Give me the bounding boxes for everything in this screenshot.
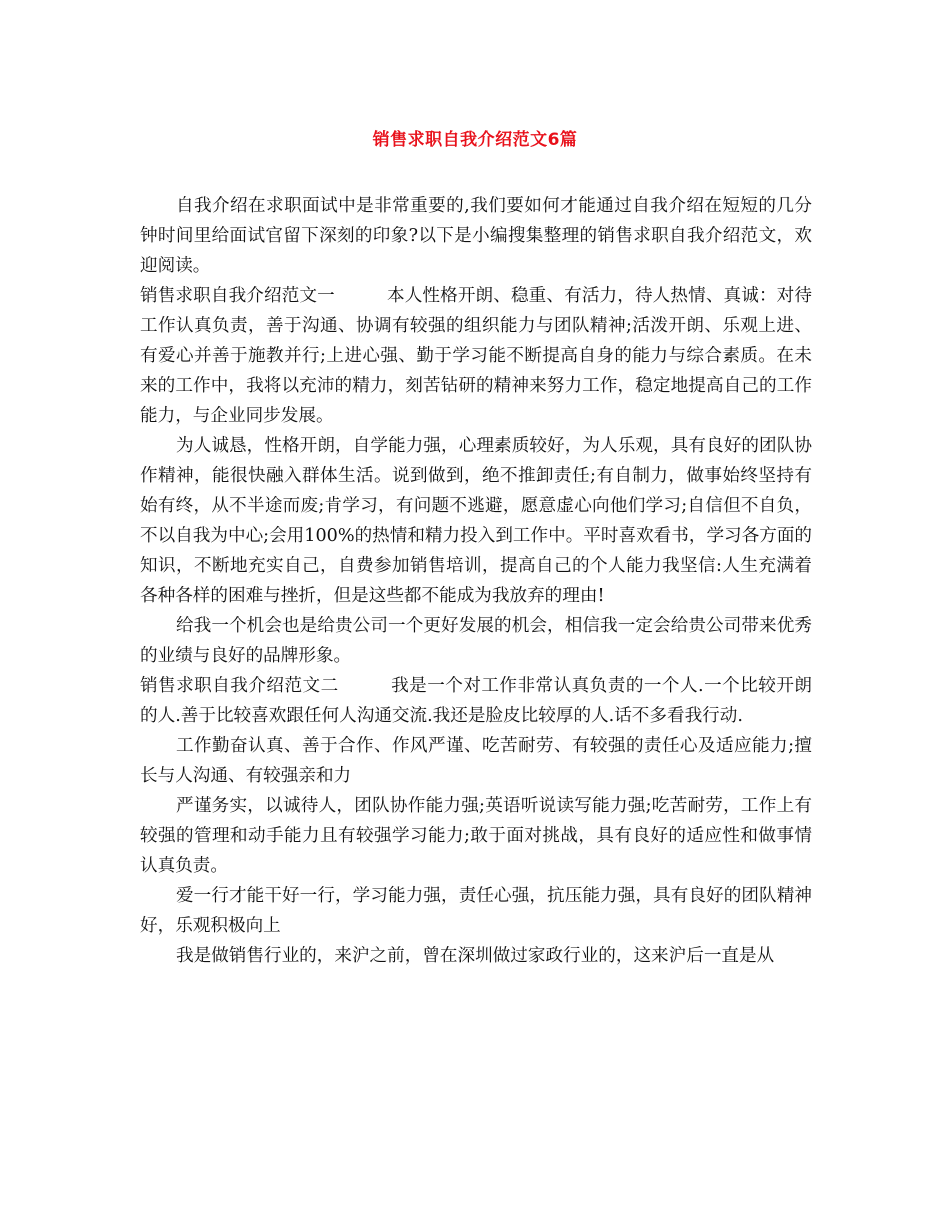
section-heading-sample-one: 销售求职自我介绍范文一 <box>140 286 335 306</box>
paragraph-rigorous <box>140 791 812 881</box>
paragraph-text: 本人性格开朗、稳重、有活力，待人热情、真诚：对待工作认真负责，善于沟通、协调有较强的组织能力与团队精神;活泼开朗、乐观上进、有爱心并善于施教并行;上进心强、勤于学习能不断提高自身的能力与综合素质。在未来的工作中，我将以充沛的精力，刻苦钻研的精神来努力工作，稳定地提高自己的工作能力，与企业同步发展。 <box>140 286 812 426</box>
paragraph-opportunity <box>140 611 812 671</box>
paragraph-text: 为人诚恳，性格开朗，自学能力强，心理素质较好，为人乐观，具有良好的团队协作精神，能很快融入群体生活。说到做到，绝不推卸责任;有自制力，做事始终坚持有始有终，从不半途而废;肯学习，有问题不逃避，愿意虚心向他们学习;自信但不自负，不以自我为中心;会用100%的热情和精力投入到工作中。平时喜欢看书，学习各方面的知识，不断地充实自己，自费参加销售培训，提高自己的个人能力我坚信:人生充满着各种各样的困难与挫折，但是这些都不能成为我放弃的理由! <box>140 436 813 606</box>
paragraph-sample-two <box>140 671 812 731</box>
paragraph-intro <box>140 191 812 281</box>
section-heading-sample-two: 销售求职自我介绍范文二 <box>140 676 339 696</box>
paragraph-text: 严谨务实，以诚待人，团队协作能力强;英语听说读写能力强;吃苦耐劳，工作上有较强的管理和动手能力且有较强学习能力;敢于面对挑战，具有良好的适应性和做事情认真负责。 <box>140 796 812 876</box>
paragraph-personality <box>140 431 812 611</box>
paragraph-love-job <box>140 881 812 941</box>
document-body <box>140 191 812 971</box>
paragraph-text: 我是做销售行业的，来沪之前，曾在深圳做过家政行业的，这来沪后一直是从 <box>176 946 775 966</box>
paragraph-text: 自我介绍在求职面试中是非常重要的,我们要如何才能通过自我介绍在短短的几分钟时间里给面试官留下深刻的印象?以下是小编搜集整理的销售求职自我介绍范文，欢迎阅读。 <box>140 196 812 276</box>
paragraph-text: 我是一个对工作非常认真负责的一个人.一个比较开朗的人.善于比较喜欢跟任何人沟通交流.我还是脸皮比较厚的人.话不多看我行动. <box>140 676 812 726</box>
paragraph-work-attitude <box>140 731 812 791</box>
document-title: 销售求职自我介绍范文6篇 <box>372 130 578 150</box>
paragraph-text: 工作勤奋认真、善于合作、作风严谨、吃苦耐劳、有较强的责任心及适应能力;擅长与人沟通、有较强亲和力 <box>140 736 812 786</box>
paragraph-text: 爱一行才能干好一行，学习能力强，责任心强，抗压能力强，具有良好的团队精神好，乐观积极向上 <box>140 886 812 936</box>
paragraph-sample-one <box>140 281 812 431</box>
paragraph-sales-background <box>140 941 812 971</box>
paragraph-text: 给我一个机会也是给贵公司一个更好发展的机会，相信我一定会给贵公司带来优秀的业绩与良好的品牌形象。 <box>140 616 812 666</box>
